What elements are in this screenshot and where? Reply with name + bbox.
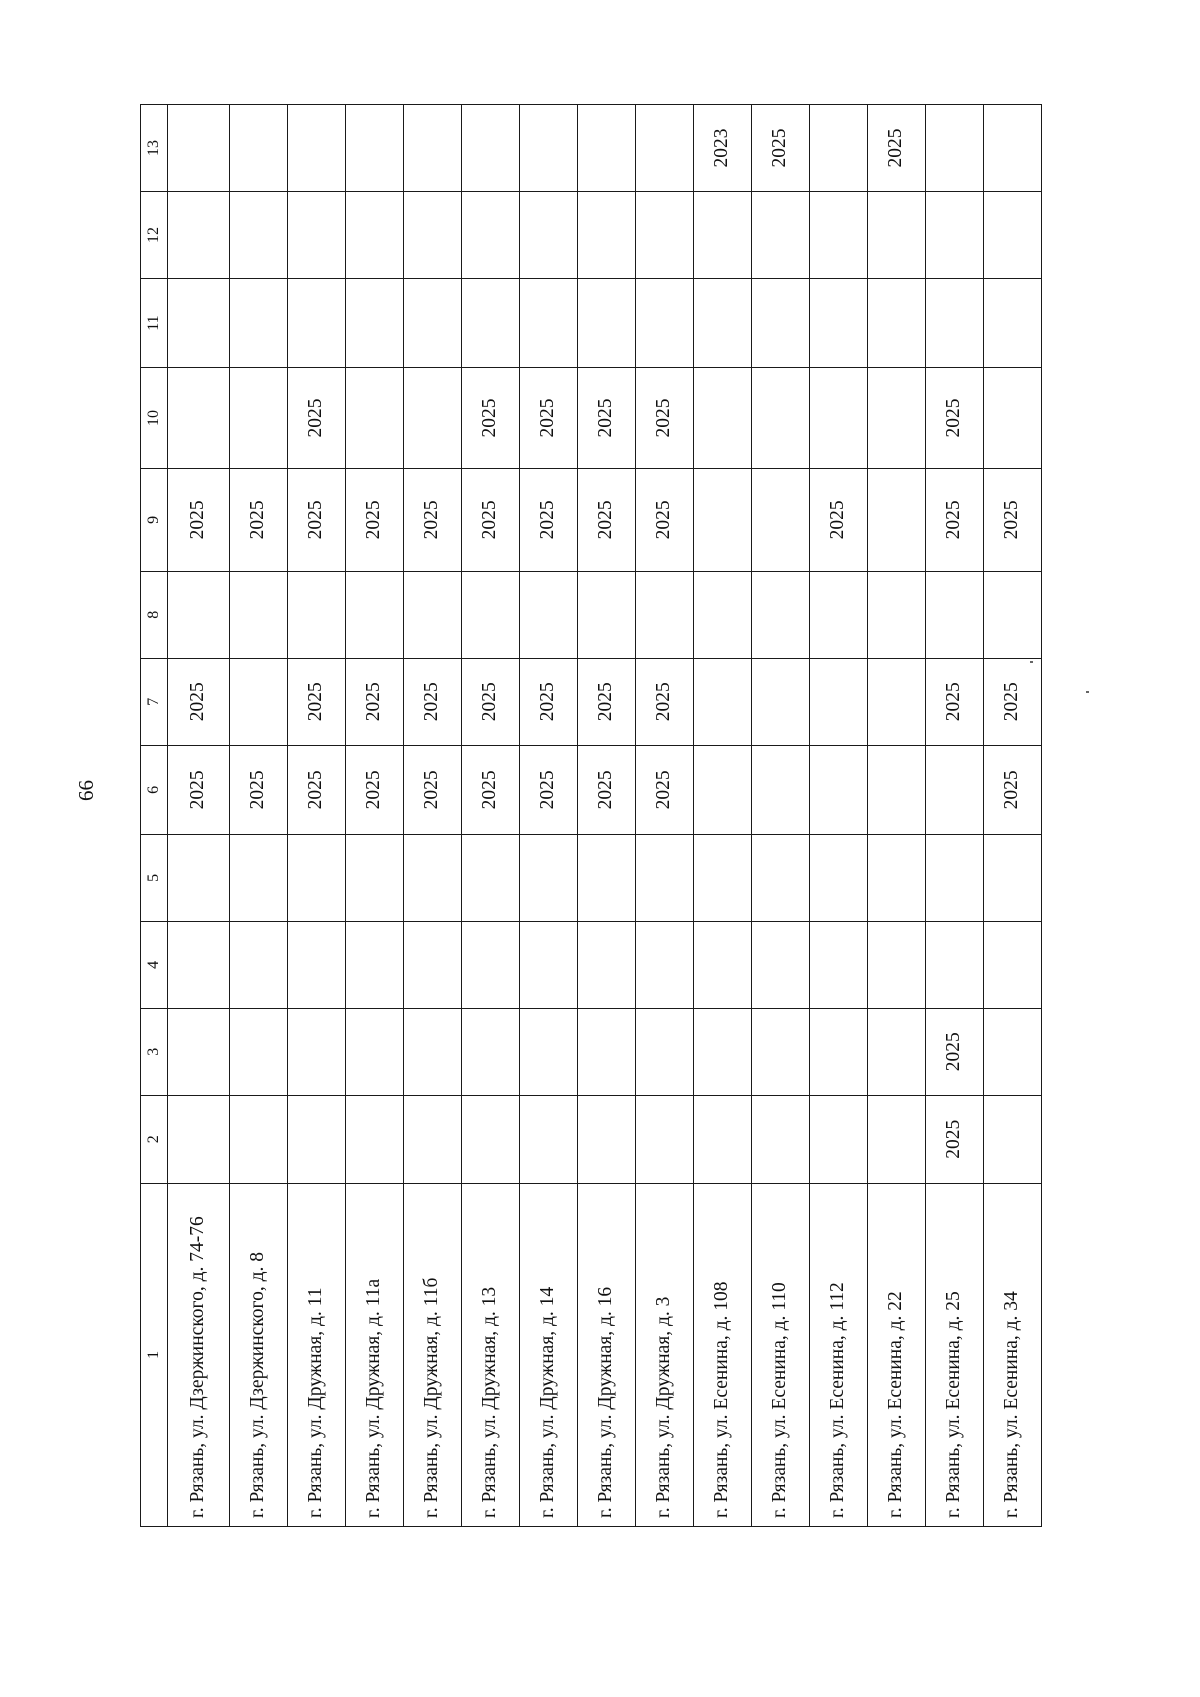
year-cell bbox=[230, 571, 288, 658]
year-cell bbox=[230, 658, 288, 745]
year-cell: 2025 bbox=[346, 745, 404, 834]
year-cell bbox=[636, 921, 694, 1008]
year-cell: 2025 bbox=[288, 745, 346, 834]
address-cell: г. Рязань, ул. Дружная, д. 11 bbox=[288, 1183, 346, 1526]
year-cell: 2025 bbox=[462, 368, 520, 469]
year-cell bbox=[520, 1095, 578, 1183]
year-cell bbox=[288, 105, 346, 192]
year-cell: 2025 bbox=[752, 105, 810, 192]
year-cell bbox=[983, 834, 1041, 921]
year-cell bbox=[230, 192, 288, 279]
year-cell: 2025 bbox=[578, 368, 636, 469]
year-cell bbox=[694, 571, 752, 658]
year-cell bbox=[346, 368, 404, 469]
column-header-1: 1 bbox=[141, 1183, 168, 1526]
year-cell bbox=[404, 921, 462, 1008]
year-cell bbox=[926, 278, 984, 367]
year-cell bbox=[868, 1008, 926, 1095]
year-cell bbox=[983, 1095, 1041, 1183]
year-cell: 2025 bbox=[462, 658, 520, 745]
year-cell bbox=[810, 192, 868, 279]
table-row bbox=[810, 105, 868, 1527]
year-cell bbox=[810, 105, 868, 192]
year-cell: 2025 bbox=[636, 745, 694, 834]
year-cell: 2025 bbox=[168, 745, 230, 834]
year-cell bbox=[868, 192, 926, 279]
column-header-9: 9 bbox=[141, 468, 168, 571]
year-cell bbox=[346, 192, 404, 279]
year-cell bbox=[636, 278, 694, 367]
year-cell: 2025 bbox=[168, 658, 230, 745]
address-cell: г. Рязань, ул. Дзержинского, д. 8 bbox=[230, 1183, 288, 1526]
year-cell bbox=[810, 745, 868, 834]
address-cell: г. Рязань, ул. Есенина, д. 25 bbox=[926, 1183, 984, 1526]
year-cell bbox=[404, 105, 462, 192]
year-cell bbox=[288, 1095, 346, 1183]
year-cell: 2025 bbox=[636, 468, 694, 571]
year-cell: 2025 bbox=[404, 658, 462, 745]
year-cell bbox=[168, 1008, 230, 1095]
year-cell bbox=[404, 834, 462, 921]
year-cell bbox=[578, 834, 636, 921]
year-cell bbox=[983, 192, 1041, 279]
year-cell bbox=[694, 1095, 752, 1183]
year-cell bbox=[636, 1095, 694, 1183]
year-cell bbox=[752, 571, 810, 658]
column-header-3: 3 bbox=[141, 1008, 168, 1095]
year-cell: 2025 bbox=[288, 468, 346, 571]
year-cell: 2023 bbox=[694, 105, 752, 192]
year-cell bbox=[288, 278, 346, 367]
table-row bbox=[168, 105, 230, 1527]
year-cell: 2025 bbox=[578, 745, 636, 834]
year-cell bbox=[636, 1008, 694, 1095]
column-header-4: 4 bbox=[141, 921, 168, 1008]
year-cell: 2025 bbox=[520, 745, 578, 834]
year-cell bbox=[462, 834, 520, 921]
year-cell: 2025 bbox=[578, 468, 636, 571]
column-header-6: 6 bbox=[141, 745, 168, 834]
year-cell: 2025 bbox=[983, 745, 1041, 834]
year-cell bbox=[636, 192, 694, 279]
year-cell bbox=[868, 658, 926, 745]
year-cell bbox=[168, 571, 230, 658]
year-cell: 2025 bbox=[346, 658, 404, 745]
year-cell bbox=[404, 192, 462, 279]
year-cell bbox=[462, 105, 520, 192]
year-cell bbox=[346, 921, 404, 1008]
year-cell bbox=[230, 1008, 288, 1095]
year-cell bbox=[694, 745, 752, 834]
year-cell: 2025 bbox=[520, 468, 578, 571]
year-cell bbox=[926, 745, 984, 834]
year-cell bbox=[462, 1008, 520, 1095]
year-cell: 2025 bbox=[926, 1008, 984, 1095]
table-row bbox=[868, 105, 926, 1527]
year-cell bbox=[983, 368, 1041, 469]
year-cell bbox=[462, 1095, 520, 1183]
rotated-table-container bbox=[140, 104, 1042, 1527]
page-number: 66 bbox=[74, 780, 98, 801]
year-cell bbox=[868, 921, 926, 1008]
table-row bbox=[288, 105, 346, 1527]
year-cell bbox=[752, 468, 810, 571]
table-row bbox=[926, 105, 984, 1527]
year-cell bbox=[520, 834, 578, 921]
year-cell bbox=[694, 921, 752, 1008]
year-cell bbox=[868, 278, 926, 367]
address-cell: г. Рязань, ул. Дружная, д. 3 bbox=[636, 1183, 694, 1526]
address-cell: г. Рязань, ул. Дружная, д. 14 bbox=[520, 1183, 578, 1526]
year-cell: 2025 bbox=[983, 658, 1041, 745]
year-cell: 2025 bbox=[926, 1095, 984, 1183]
table-header-row bbox=[141, 105, 168, 1527]
table-row bbox=[752, 105, 810, 1527]
table-row bbox=[346, 105, 404, 1527]
year-cell bbox=[520, 921, 578, 1008]
year-cell bbox=[462, 278, 520, 367]
year-cell bbox=[752, 278, 810, 367]
address-cell: г. Рязань, ул. Дружная, д. 11а bbox=[346, 1183, 404, 1526]
year-cell bbox=[230, 368, 288, 469]
year-cell bbox=[520, 278, 578, 367]
column-header-12: 12 bbox=[141, 192, 168, 279]
column-header-8: 8 bbox=[141, 571, 168, 658]
year-cell bbox=[694, 658, 752, 745]
year-cell: 2025 bbox=[288, 658, 346, 745]
year-cell bbox=[346, 105, 404, 192]
year-cell bbox=[288, 1008, 346, 1095]
address-cell: г. Рязань, ул. Есенина, д. 112 bbox=[810, 1183, 868, 1526]
year-cell bbox=[636, 571, 694, 658]
year-cell bbox=[168, 278, 230, 367]
year-cell: 2025 bbox=[520, 368, 578, 469]
table-row bbox=[694, 105, 752, 1527]
year-cell: 2025 bbox=[404, 468, 462, 571]
year-cell bbox=[578, 278, 636, 367]
year-cell bbox=[636, 105, 694, 192]
year-cell bbox=[694, 368, 752, 469]
year-cell bbox=[578, 1095, 636, 1183]
year-cell bbox=[462, 192, 520, 279]
column-header-7: 7 bbox=[141, 658, 168, 745]
year-cell bbox=[752, 658, 810, 745]
year-cell: 2025 bbox=[230, 745, 288, 834]
table-row bbox=[462, 105, 520, 1527]
year-cell bbox=[868, 468, 926, 571]
year-cell: 2025 bbox=[810, 468, 868, 571]
table-row bbox=[404, 105, 462, 1527]
year-cell bbox=[752, 921, 810, 1008]
year-cell: 2025 bbox=[868, 105, 926, 192]
year-cell bbox=[810, 921, 868, 1008]
year-cell bbox=[578, 921, 636, 1008]
year-cell bbox=[636, 834, 694, 921]
year-cell bbox=[168, 1095, 230, 1183]
column-header-13: 13 bbox=[141, 105, 168, 192]
year-cell bbox=[578, 192, 636, 279]
year-cell bbox=[168, 921, 230, 1008]
address-cell: г. Рязань, ул. Дзержинского, д. 74-76 bbox=[168, 1183, 230, 1526]
year-cell: 2025 bbox=[462, 745, 520, 834]
year-cell bbox=[752, 834, 810, 921]
scan-speck bbox=[1086, 691, 1089, 693]
year-cell bbox=[520, 571, 578, 658]
year-cell bbox=[983, 571, 1041, 658]
table-row bbox=[520, 105, 578, 1527]
year-cell bbox=[578, 1008, 636, 1095]
year-cell: 2025 bbox=[346, 468, 404, 571]
year-cell bbox=[288, 192, 346, 279]
year-cell bbox=[168, 368, 230, 469]
table-row bbox=[636, 105, 694, 1527]
year-cell bbox=[694, 468, 752, 571]
schedule-table bbox=[140, 104, 1042, 1527]
year-cell bbox=[810, 1008, 868, 1095]
year-cell bbox=[346, 834, 404, 921]
year-cell bbox=[868, 834, 926, 921]
year-cell bbox=[868, 368, 926, 469]
year-cell: 2025 bbox=[636, 368, 694, 469]
address-cell: г. Рязань, ул. Есенина, д. 110 bbox=[752, 1183, 810, 1526]
year-cell bbox=[168, 105, 230, 192]
year-cell bbox=[694, 192, 752, 279]
column-header-5: 5 bbox=[141, 834, 168, 921]
address-cell: г. Рязань, ул. Дружная, д. 16 bbox=[578, 1183, 636, 1526]
address-cell: г. Рязань, ул. Есенина, д. 22 bbox=[868, 1183, 926, 1526]
scan-speck bbox=[1030, 661, 1033, 663]
year-cell: 2025 bbox=[168, 468, 230, 571]
year-cell: 2025 bbox=[520, 658, 578, 745]
year-cell bbox=[810, 278, 868, 367]
year-cell bbox=[346, 278, 404, 367]
year-cell: 2025 bbox=[926, 368, 984, 469]
year-cell: 2025 bbox=[404, 745, 462, 834]
year-cell bbox=[578, 571, 636, 658]
year-cell bbox=[520, 1008, 578, 1095]
year-cell bbox=[168, 192, 230, 279]
column-header-10: 10 bbox=[141, 368, 168, 469]
year-cell bbox=[230, 1095, 288, 1183]
year-cell bbox=[230, 834, 288, 921]
year-cell bbox=[404, 1095, 462, 1183]
year-cell bbox=[346, 1008, 404, 1095]
year-cell bbox=[926, 921, 984, 1008]
year-cell bbox=[810, 1095, 868, 1183]
table-row bbox=[983, 105, 1041, 1527]
year-cell bbox=[578, 105, 636, 192]
year-cell bbox=[868, 571, 926, 658]
year-cell bbox=[868, 745, 926, 834]
year-cell bbox=[346, 1095, 404, 1183]
year-cell: 2025 bbox=[288, 368, 346, 469]
year-cell bbox=[404, 1008, 462, 1095]
address-cell: г. Рязань, ул. Есенина, д. 108 bbox=[694, 1183, 752, 1526]
year-cell bbox=[288, 834, 346, 921]
year-cell: 2025 bbox=[578, 658, 636, 745]
address-cell: г. Рязань, ул. Дружная, д. 11б bbox=[404, 1183, 462, 1526]
address-cell: г. Рязань, ул. Есенина, д. 34 bbox=[983, 1183, 1041, 1526]
year-cell: 2025 bbox=[926, 468, 984, 571]
year-cell bbox=[926, 105, 984, 192]
year-cell bbox=[983, 1008, 1041, 1095]
year-cell: 2025 bbox=[230, 468, 288, 571]
year-cell bbox=[752, 1095, 810, 1183]
year-cell bbox=[983, 105, 1041, 192]
year-cell bbox=[810, 571, 868, 658]
year-cell: 2025 bbox=[983, 468, 1041, 571]
year-cell bbox=[752, 745, 810, 834]
year-cell bbox=[694, 1008, 752, 1095]
year-cell bbox=[810, 368, 868, 469]
year-cell bbox=[346, 571, 404, 658]
year-cell: 2025 bbox=[926, 658, 984, 745]
year-cell bbox=[404, 571, 462, 658]
year-cell bbox=[230, 921, 288, 1008]
year-cell bbox=[462, 571, 520, 658]
year-cell bbox=[752, 1008, 810, 1095]
year-cell bbox=[288, 571, 346, 658]
year-cell bbox=[983, 921, 1041, 1008]
year-cell bbox=[694, 834, 752, 921]
year-cell: 2025 bbox=[636, 658, 694, 745]
year-cell bbox=[926, 571, 984, 658]
year-cell bbox=[810, 658, 868, 745]
year-cell bbox=[926, 834, 984, 921]
year-cell bbox=[810, 834, 868, 921]
year-cell bbox=[520, 105, 578, 192]
year-cell bbox=[868, 1095, 926, 1183]
table-row bbox=[578, 105, 636, 1527]
table-row bbox=[230, 105, 288, 1527]
address-cell: г. Рязань, ул. Дружная, д. 13 bbox=[462, 1183, 520, 1526]
column-header-2: 2 bbox=[141, 1095, 168, 1183]
year-cell bbox=[168, 834, 230, 921]
column-header-11: 11 bbox=[141, 278, 168, 367]
year-cell bbox=[752, 368, 810, 469]
year-cell bbox=[983, 278, 1041, 367]
year-cell bbox=[462, 921, 520, 1008]
year-cell bbox=[752, 192, 810, 279]
year-cell bbox=[404, 278, 462, 367]
year-cell bbox=[926, 192, 984, 279]
year-cell bbox=[230, 278, 288, 367]
year-cell bbox=[694, 278, 752, 367]
year-cell bbox=[288, 921, 346, 1008]
year-cell bbox=[230, 105, 288, 192]
year-cell: 2025 bbox=[462, 468, 520, 571]
year-cell bbox=[404, 368, 462, 469]
year-cell bbox=[520, 192, 578, 279]
